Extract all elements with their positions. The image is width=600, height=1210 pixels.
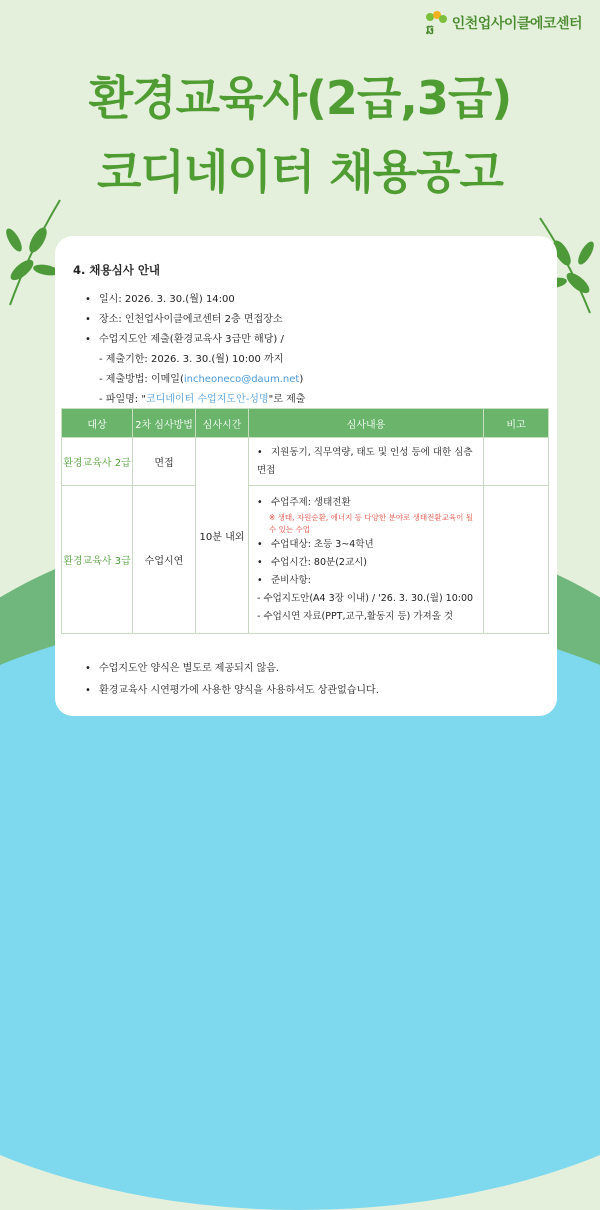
table-header-row — [62, 409, 549, 438]
header-content: 심사내용 — [249, 409, 484, 438]
email-link[interactable]: incheoneco@daum.net — [183, 374, 300, 385]
header-note: 비고 — [484, 409, 549, 438]
row1-content: • 지원동기, 직무역량, 태도 및 인성 등에 대한 심층면접 — [249, 438, 484, 486]
row2-method: 수업시연 — [133, 486, 196, 634]
row2-content: • 수업주제: 생태전환 ※ 생태, 자원순환, 에너지 등 다양한 분야로 생태전환교육이 될 수 있는 수업 • 수업대상: 초등 3~4학년 • 수업시간: 80분(2교시) • 준비사항: - 수업지도안(A4 3장 이내) / '26. 3. 30.(월) 10:00 - 수업시연 자료(PPT,교구,활동지 등) 가져올 것 — [249, 486, 484, 634]
info-submit: • 수업지도안 제출(환경교육사 3급만 해당) / — [85, 334, 284, 345]
info-list — [85, 290, 545, 410]
info-filename: - 파일명: "코디네이터 수업지도안-성명"로 제출 — [99, 394, 306, 405]
page-title-line2: 코디네이터 채용공고 — [97, 145, 503, 199]
table-row — [62, 486, 549, 634]
time-cell: 10분 내외 — [196, 438, 249, 634]
content-card — [55, 236, 557, 716]
row1-note — [484, 438, 549, 486]
footnotes — [85, 658, 545, 702]
row2-target: 환경교육사 3급 — [62, 486, 133, 634]
info-date: • 일시: 2026. 3. 30.(월) 14:00 — [85, 294, 235, 305]
header-time: 심사시간 — [196, 409, 249, 438]
section-heading: 4. 채용심사 안내 — [73, 263, 161, 277]
info-deadline: - 제출기한: 2026. 3. 30.(월) 10:00 까지 — [99, 354, 284, 365]
logo-text: 인천업사이클에코센터 — [451, 16, 582, 32]
leaf-logo-icon — [422, 10, 448, 36]
screening-table — [61, 408, 549, 634]
row2-note — [484, 486, 549, 634]
brand-logo — [422, 10, 582, 36]
row1-method: 면접 — [133, 438, 196, 486]
info-method: - 제출방법: 이메일(incheoneco@daum.net) — [99, 374, 304, 385]
table-row — [62, 438, 549, 486]
svg-text:ឆ: ឆ — [425, 23, 435, 36]
header-method: 2차 심사방법 — [133, 409, 196, 438]
row2-red-note: ※ 생태, 자원순환, 에너지 등 다양한 분야로 생태전환교육이 될 수 있는 수업 — [269, 512, 474, 534]
footnote-item: • 환경교육사 시연평가에 사용한 양식을 사용하셔도 상관없습니다. — [85, 685, 379, 696]
page-title-line1: 환경교육사(2급,3급) — [88, 71, 512, 125]
row1-target: 환경교육사 2급 — [62, 438, 133, 486]
info-place: • 장소: 인천업사이클에코센터 2층 면접장소 — [85, 314, 283, 325]
footnote-item: • 수업지도안 양식은 별도로 제공되지 않음. — [85, 663, 280, 674]
header-target: 대상 — [62, 409, 133, 438]
